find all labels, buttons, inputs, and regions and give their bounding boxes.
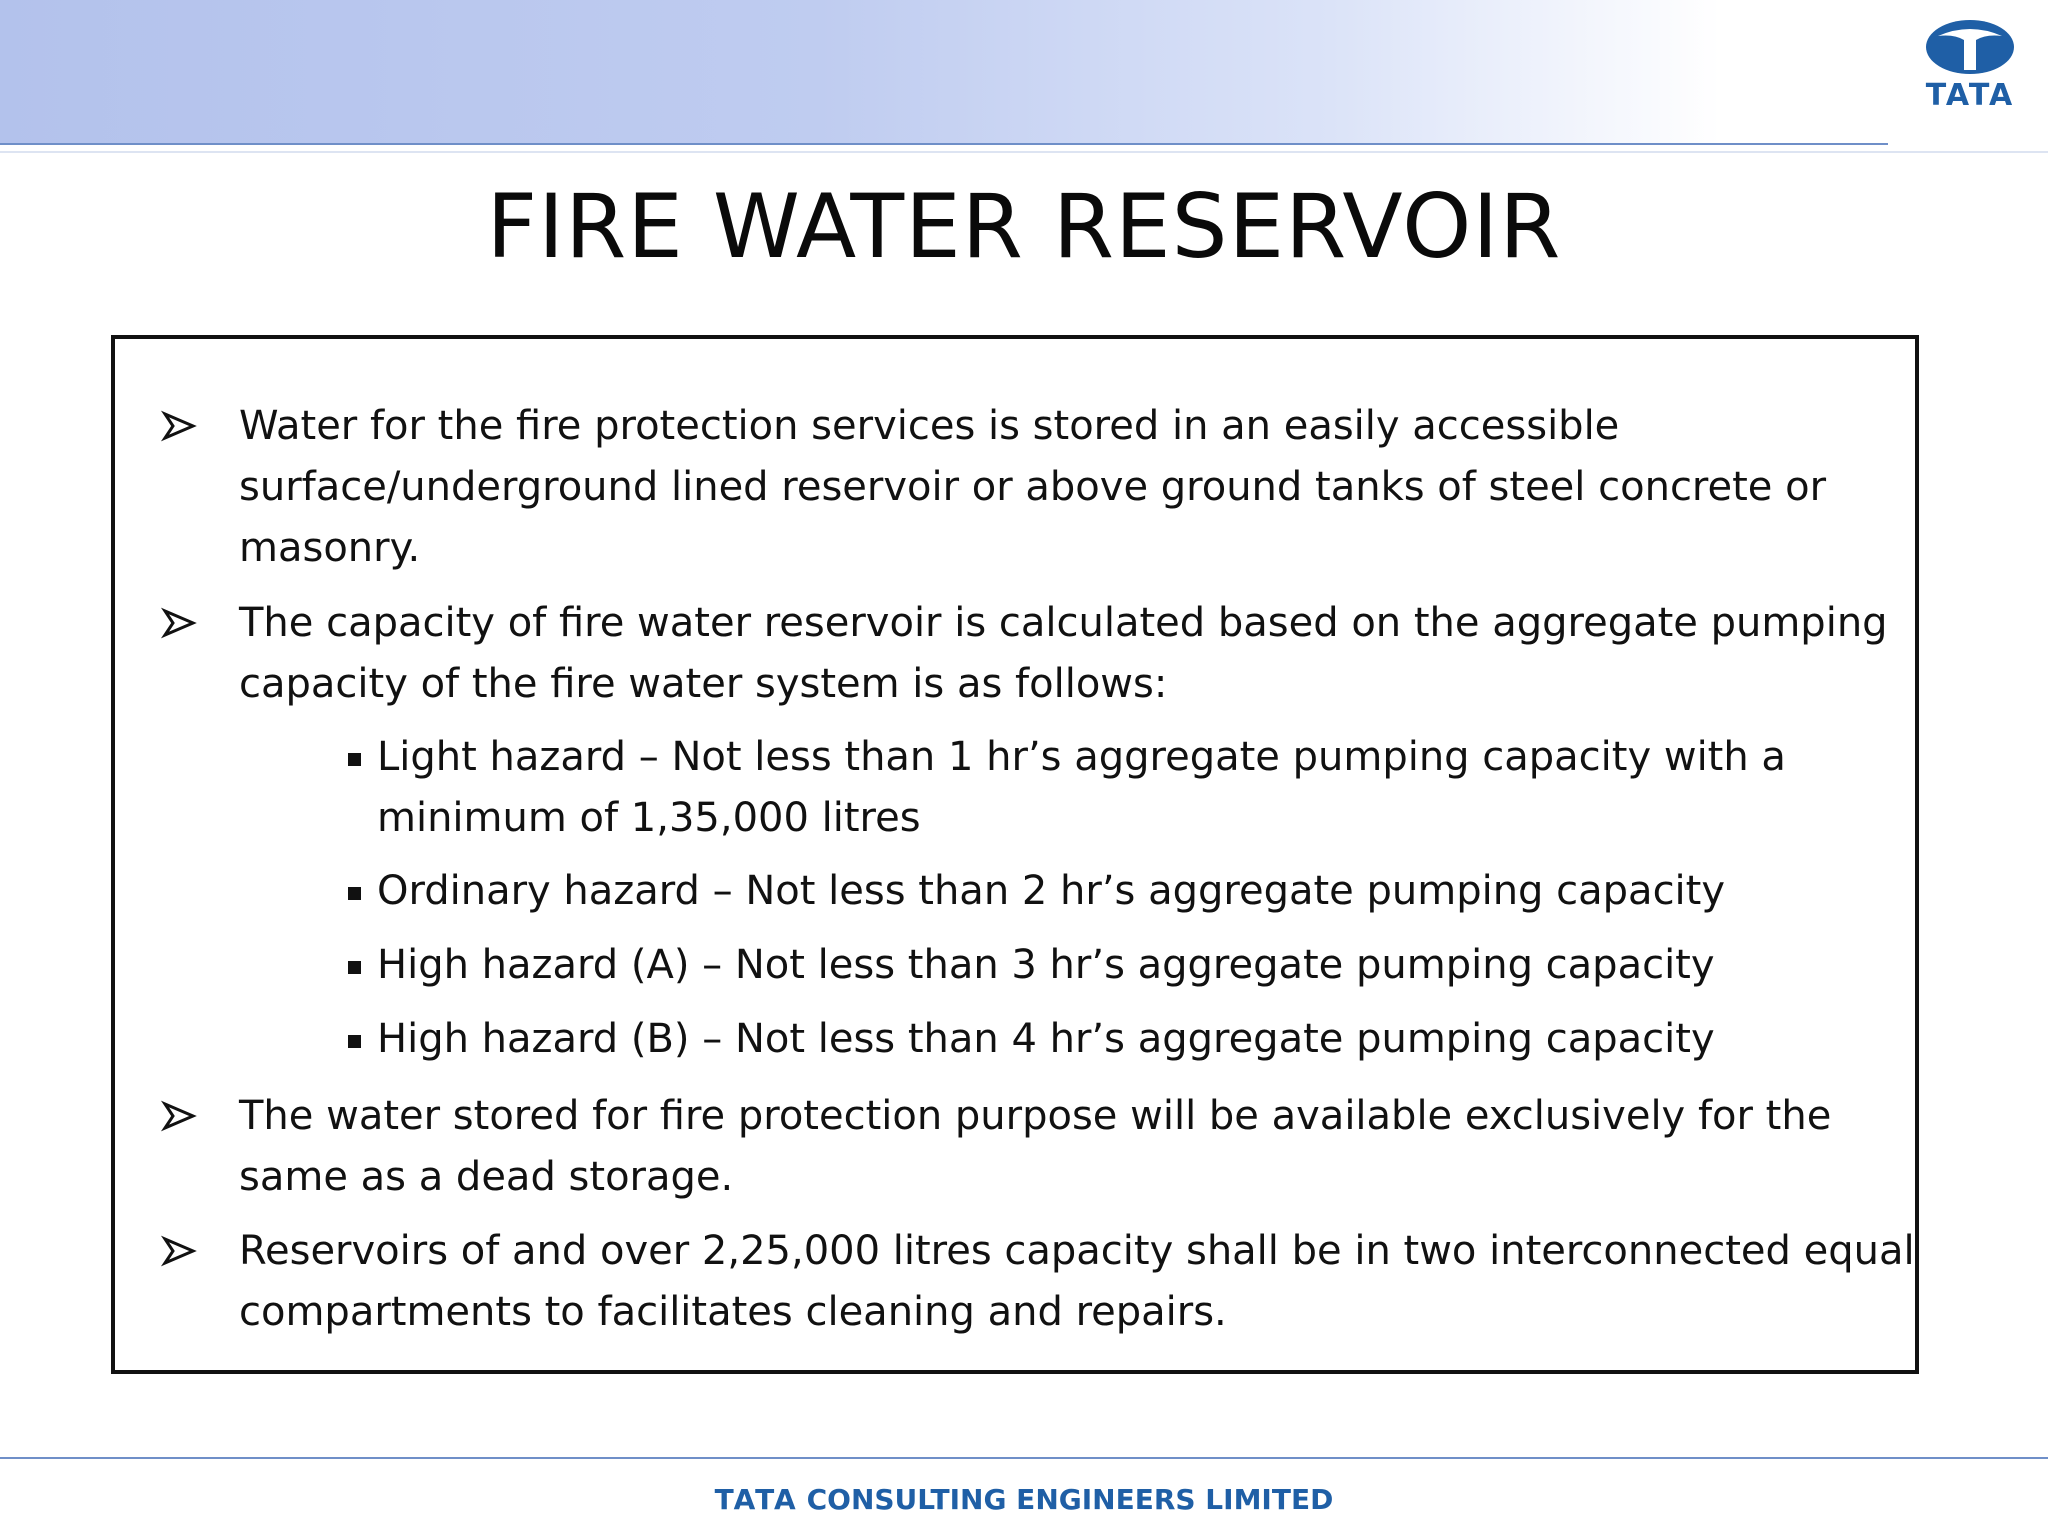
sub-bullet-text: High hazard (B) – Not less than 4 hr’s aggregate pumping capacity [377, 1016, 1715, 1062]
logo-wordmark: TATA [1925, 78, 2015, 113]
footer [0, 1482, 2048, 1518]
bullet-text: The water stored for fire protection purpose will be available exclusively for the same as a dead storage. [239, 1093, 1832, 1200]
sub-bullet-text: Light hazard – Not less than 1 hr’s aggregate pumping capacity with a minimum of 1,35,000 litres [377, 734, 1786, 841]
bullet-item [239, 593, 1919, 715]
sub-bullet-item [377, 935, 1907, 996]
footer-company: CONSULTING ENGINEERS LIMITED [806, 1483, 1334, 1516]
square-bullet-icon [348, 887, 361, 900]
page-title: FIRE WATER RESERVOIR [486, 175, 1562, 278]
bullet-text: Water for the fire protection services is stored in an easily accessible surface/underground lined reservoir or above ground tanks of steel concrete or masonry. [239, 403, 1827, 571]
tata-logo [1905, 18, 2035, 128]
sub-bullet-item [377, 727, 1907, 849]
bullet-item [239, 396, 1919, 579]
footer-divider [0, 1457, 2048, 1459]
footer-brand: TATA [714, 1483, 798, 1516]
arrow-bullet-icon [159, 1086, 199, 1147]
tata-logo-icon [1924, 18, 2016, 76]
bullet-item [239, 1086, 1919, 1208]
square-bullet-icon [348, 961, 361, 974]
arrow-bullet-icon [159, 1221, 199, 1282]
sub-bullet-text: Ordinary hazard – Not less than 2 hr’s aggregate pumping capacity [377, 868, 1726, 914]
sub-bullet-text: High hazard (A) – Not less than 3 hr’s aggregate pumping capacity [377, 942, 1715, 988]
bullet-item [239, 1221, 1919, 1343]
sub-bullet-item [377, 861, 1907, 922]
header-divider [0, 143, 1888, 145]
square-bullet-icon [348, 1035, 361, 1048]
content-box [111, 335, 1919, 1374]
header-band [0, 0, 2048, 144]
bullet-text: The capacity of fire water reservoir is calculated based on the aggregate pumping capacity of the fire water system is as follows: [239, 600, 1888, 707]
sub-bullet-item [377, 1009, 1907, 1070]
square-bullet-icon [348, 753, 361, 766]
bullet-text: Reservoirs of and over 2,25,000 litres capacity shall be in two interconnected equal compartments to facilitates cleaning and repairs. [239, 1228, 1915, 1335]
header-divider-light [0, 151, 2048, 153]
arrow-bullet-icon [159, 396, 199, 457]
arrow-bullet-icon [159, 593, 199, 654]
